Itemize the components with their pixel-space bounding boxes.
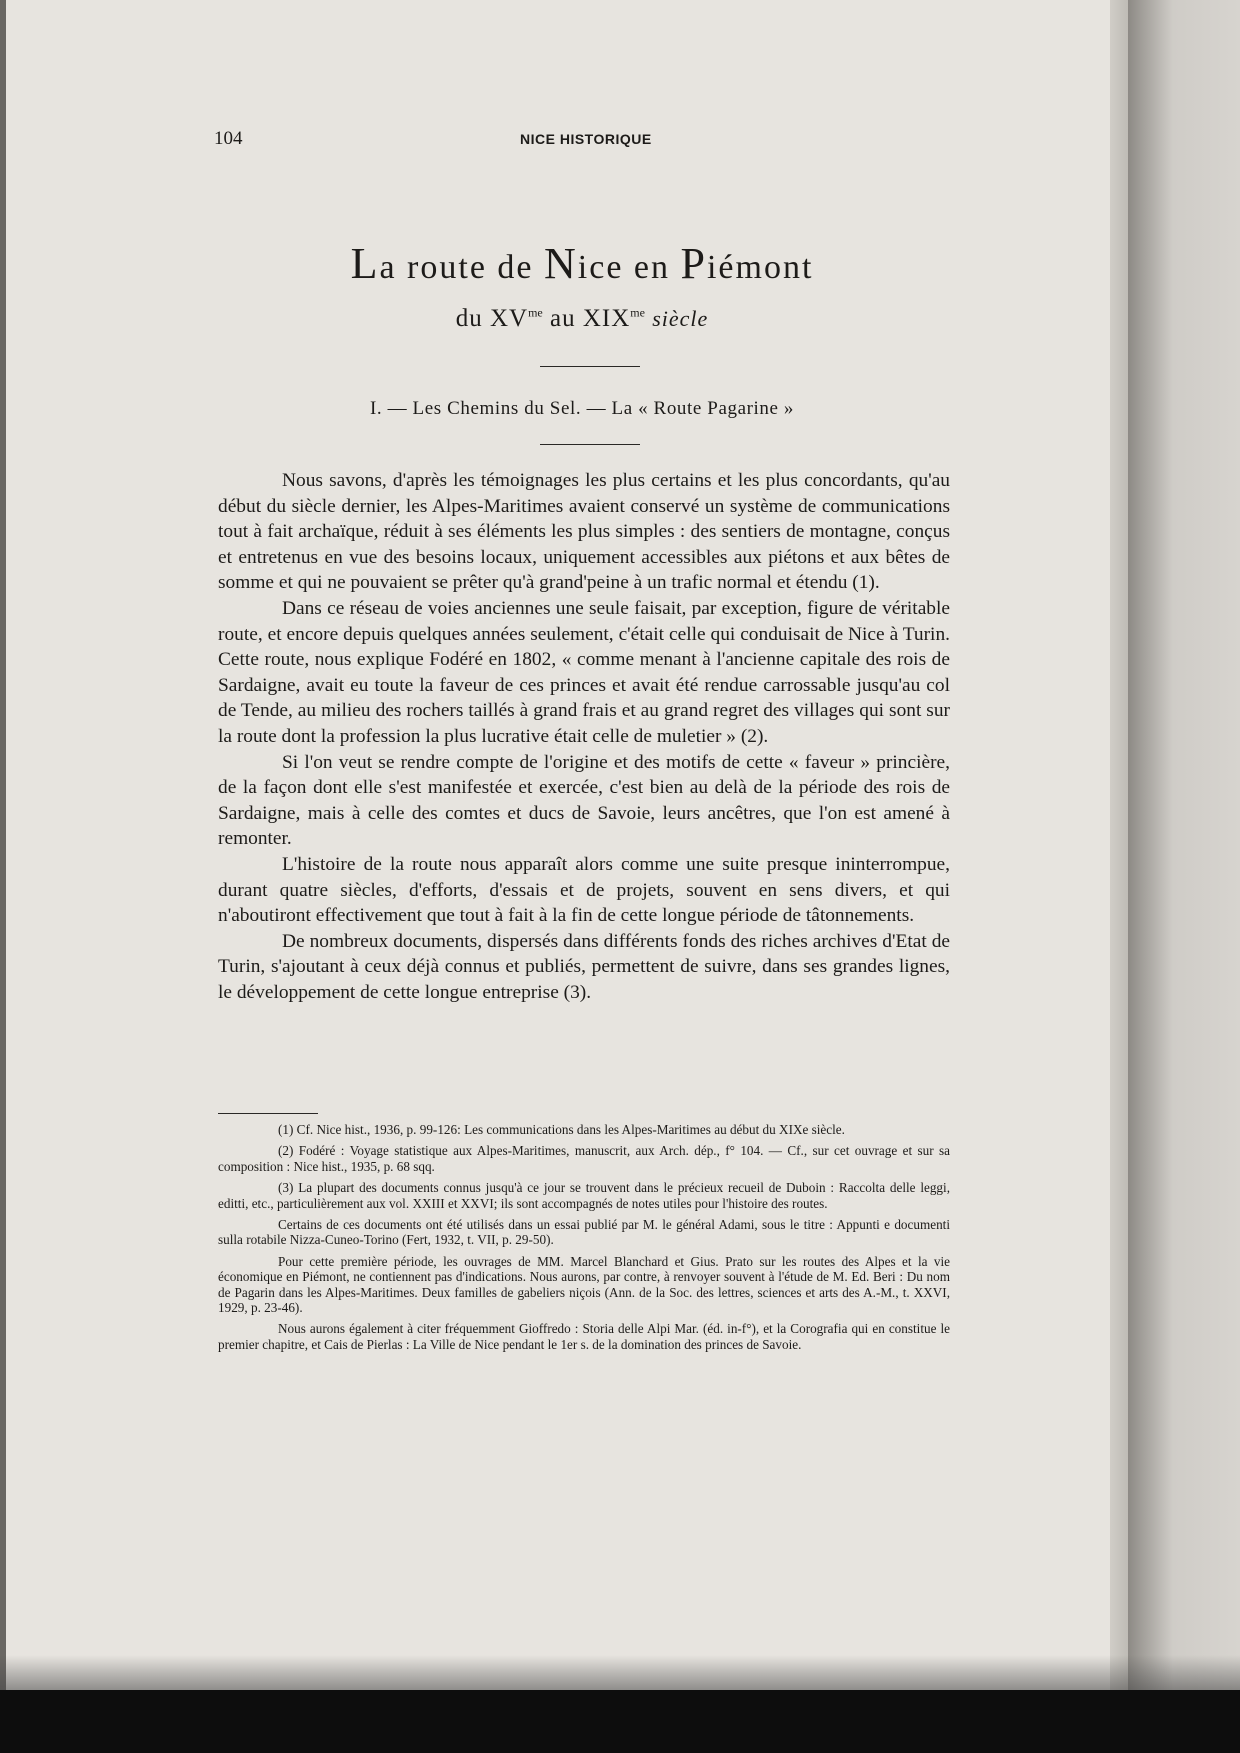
running-head xyxy=(0,128,1128,152)
subtitle-sup: me xyxy=(630,305,645,320)
article-subtitle xyxy=(214,305,950,333)
page-right-edge xyxy=(1110,0,1128,1690)
body-paragraph: De nombreux documents, dispersés dans différents fonds des riches archives d'Etat de Turin, s'ajoutant à ceux déjà connus et publiés, permettent de suivre, dans ses grandes lignes, le développement de cette longue entreprise (3). xyxy=(218,930,950,1003)
body-paragraph: L'histoire de la route nous apparaît alors comme une suite presque ininterrompue, durant quatre siècles, d'efforts, d'essais et de projets, souvent en sens divers, et qui n'aboutiront effectivement que tout à fait à la fin de cette longue période de tâtonnements. xyxy=(218,853,950,927)
footnote: (3) La plupart des documents connus jusqu'à ce jour se trouvent dans le précieux recueil de Duboin : Raccolta delle leggi, editti, etc., particulièrement aux vol. XXIII et XXVI; ils sont accompagnés de notes utiles pour l'histoire des routes. xyxy=(218,1180,950,1211)
page-number: 104 xyxy=(214,128,243,149)
footnotes xyxy=(218,1120,950,1358)
title-initial-n: N xyxy=(544,239,578,288)
journal-title: NICE HISTORIQUE xyxy=(520,131,652,147)
body-paragraph: Dans ce réseau de voies anciennes une seule faisait, par exception, figure de véritable route, et encore depuis quelques années seulement, c'était celle qui conduisait de Nice à Turin. Cette route, nous explique Fodéré en 1802, « comme menant à l'ancienne capitale des rois de Sardaigne, avait eu toute la faveur de ces princes et avait été rendue carrossable jusqu'au col de Tende, au milieu des rochers taillés à grand frais et au grand regret des villages qui sont sur la route dont la profession la plus lucrative était celle de muletier » (2). xyxy=(218,597,950,747)
footnote: (1) Cf. Nice hist., 1936, p. 99-126: Les communications dans les Alpes-Maritimes au début du XIXe siècle. xyxy=(278,1122,845,1137)
footnote-rule xyxy=(218,1113,318,1114)
article-body xyxy=(218,468,950,1005)
footnote: Nous aurons également à citer fréquemment Gioffredo : Storia delle Alpi Mar. (éd. in-f°), et la Corografia qui en constitue le premier chapitre, et Cais de Pierlas : La Ville de Nice pendant le 1er s. de la domination des princes de Savoie. xyxy=(218,1321,950,1352)
body-paragraph: Si l'on veut se rendre compte de l'origine et des motifs de cette « faveur » princière, de la façon dont elle s'est manifestée et exercée, c'est bien au delà de la période des rois de Sardaigne, mais à celle des comtes et ducs de Savoie, leurs ancêtres, que l'on est amené à remonter. xyxy=(218,751,950,850)
subtitle-au: au XIX xyxy=(542,305,631,332)
footnote: Pour cette première période, les ouvrages de MM. Marcel Blanchard et Gius. Prato sur les routes des Alpes et la vie économique en Piémont, ne contiennent pas d'indications. Nous aurons, par contre, à renvoyer souvent à l'étude de M. Ed. Beri : Du nom de Pagarin dans les Alpes-Maritimes. Deux familles de gabeliers niçois (Ann. de la Soc. des lettres, sciences et arts des A.-M., t. XXVI, 1929, p. 23-46). xyxy=(218,1253,950,1316)
scanner-margin xyxy=(1128,0,1240,1690)
subtitle-siecle: siècle xyxy=(652,306,709,331)
footnote: (2) Fodéré : Voyage statistique aux Alpes-Maritimes, manuscrit, aux Arch. dép., f° 104. — Cf., sur cet ouvrage et sur sa composition : Nice hist., 1935, p. 68 sqq. xyxy=(218,1143,950,1174)
section-divider xyxy=(540,444,640,445)
page-bottom-shadow xyxy=(0,1655,1240,1690)
scanner-bed xyxy=(0,1690,1240,1753)
title-part: iémont xyxy=(706,249,814,286)
page-left-edge xyxy=(0,0,6,1690)
title-initial-l: L xyxy=(350,239,380,288)
section-heading: I. — Les Chemins du Sel. — La « Route Pagarine » xyxy=(369,398,795,419)
body-paragraph: Nous savons, d'après les témoignages les plus certains et les plus concordants, qu'au début du siècle dernier, les Alpes-Maritimes avaient conservé un système de communications tout à fait archaïque, réduit à ses éléments les plus simples : des sentiers de montagne, conçus et entretenus en vue des besoins locaux, uniquement accessibles aux piétons et aux bêtes de somme et qui ne pouvaient se prêter qu'à grand'peine à un trafic normal et étendu (1). xyxy=(218,470,950,594)
article-title xyxy=(214,238,950,289)
title-part: ice en xyxy=(577,249,681,286)
title-divider xyxy=(540,366,640,367)
subtitle-sup: me xyxy=(528,305,543,320)
title-initial-p: P xyxy=(680,239,707,288)
subtitle-du: du XV xyxy=(455,305,529,332)
title-part: a route de xyxy=(379,249,544,286)
footnote: Certains de ces documents ont été utilisés dans un essai publié par M. le général Adami, sous le titre : Appunti e documenti sulla rotabile Nizza-Cuneo-Torino (Fert, 1932, t. VII, p. 29-50). xyxy=(218,1217,950,1248)
